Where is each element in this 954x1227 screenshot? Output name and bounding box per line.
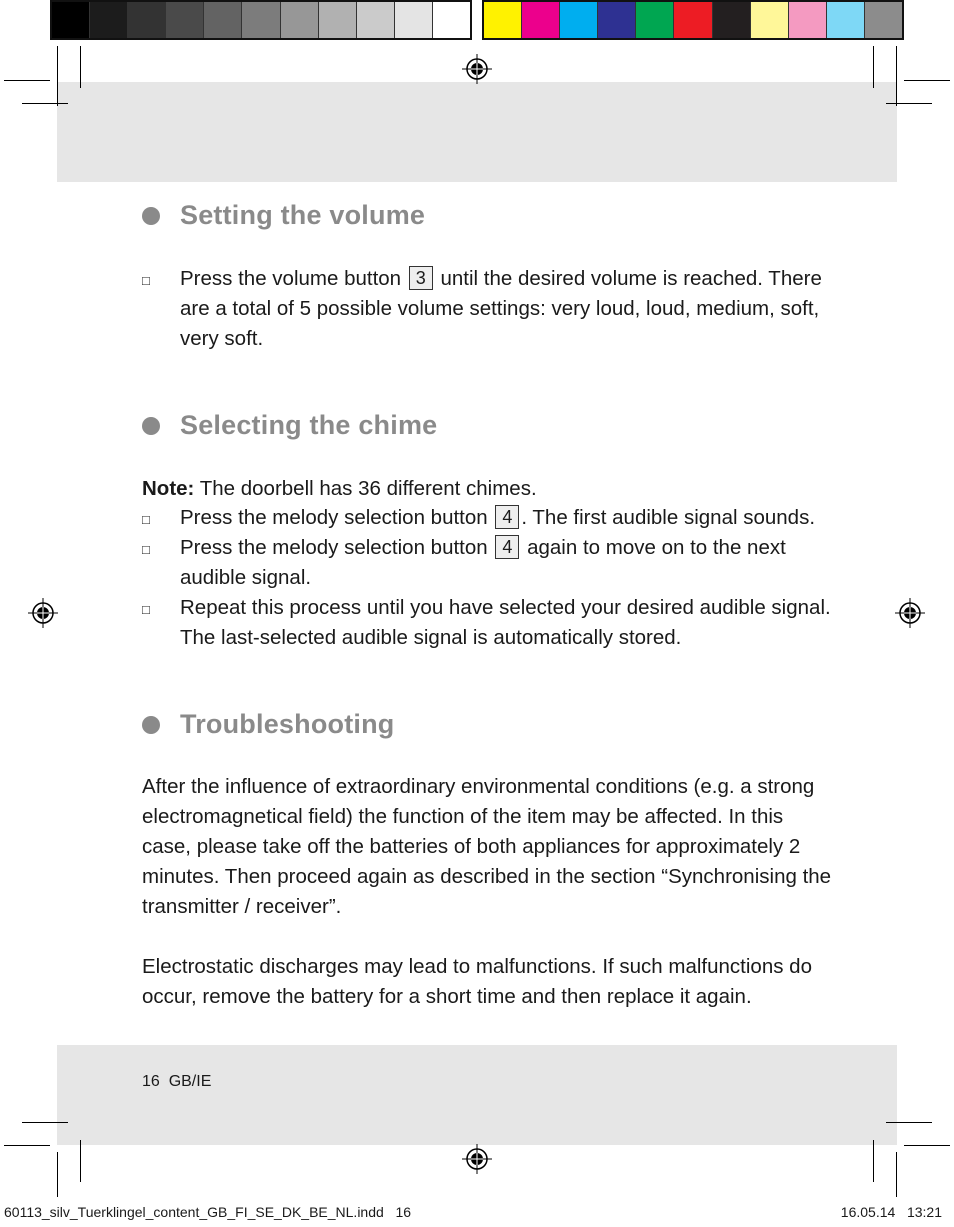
color-swatch <box>395 2 433 38</box>
color-swatch <box>827 2 865 38</box>
heading-troubleshooting <box>142 709 394 740</box>
chime-step-3 <box>142 593 832 653</box>
crop-mark <box>896 46 897 106</box>
crop-mark <box>57 1152 58 1197</box>
step-text-pre: Press the melody selection button <box>180 506 488 529</box>
color-swatch <box>242 2 280 38</box>
color-swatch <box>357 2 395 38</box>
melody-button-ref: 4 <box>495 535 519 559</box>
color-calibration-bar <box>482 0 904 40</box>
troubleshooting-paragraph-2: Electrostatic discharges may lead to malfunctions. If such malfunctions do occur, remove the battery for a short time and then replace it again. <box>142 955 812 1008</box>
color-swatch <box>751 2 789 38</box>
heading-selecting-chime <box>142 410 437 441</box>
color-swatch <box>636 2 674 38</box>
slug-time: 13:21 <box>906 1204 942 1220</box>
heading-bullet <box>142 417 160 435</box>
step-text-pre: Press the melody selection button <box>180 536 488 559</box>
heading-text: Setting the volume <box>180 200 426 230</box>
grayscale-calibration-bar <box>50 0 472 40</box>
crop-mark <box>4 80 50 81</box>
registration-mark-icon <box>462 1144 492 1174</box>
heading-bullet <box>142 207 160 225</box>
color-swatch <box>560 2 598 38</box>
slug-file-page: 16 <box>395 1204 412 1220</box>
heading-text: Selecting the chime <box>180 410 438 440</box>
note-label: Note: <box>142 477 195 500</box>
step-text <box>180 264 832 354</box>
step-text: Repeat this process until you have selected your desired audible signal. The last-selected audible signal is automatically stored. <box>180 596 831 649</box>
print-slug-date <box>841 1204 942 1220</box>
color-swatch <box>128 2 166 38</box>
volume-step-1 <box>142 264 832 354</box>
color-swatch <box>484 2 522 38</box>
slug-file-name: 60113_silv_Tuerklingel_content_GB_FI_SE_DK_BE_NL.indd <box>4 1204 384 1220</box>
crop-mark <box>22 103 68 104</box>
step-text-post: again to move on to the next audible signal. <box>180 536 786 589</box>
troubleshooting-paragraph-1: After the influence of extraordinary environmental conditions (e.g. a strong electromagnetical field) the function of the item may be affected. In this case, please take off the batteries of both appliances for approximately 2 minutes. Then proceed again as described in the section “Synchronising the transmitter / receiver”. <box>142 775 832 918</box>
slug-date: 16.05.14 <box>840 1204 896 1220</box>
melody-button-ref: 4 <box>495 505 519 529</box>
color-swatch <box>319 2 357 38</box>
note-text: The doorbell has 36 different chimes. <box>194 477 537 500</box>
crop-mark <box>22 1122 68 1123</box>
color-swatch <box>166 2 204 38</box>
step-text <box>180 533 832 593</box>
step-text-pre: Press the volume button <box>180 267 402 290</box>
color-swatch <box>433 2 470 38</box>
volume-button-ref: 3 <box>409 266 433 290</box>
bottom-gray-band <box>57 1045 897 1145</box>
step-text-post: . The first audible signal sounds. <box>521 506 816 529</box>
chime-note <box>142 474 832 504</box>
crop-mark <box>886 103 932 104</box>
color-swatch <box>281 2 319 38</box>
chime-step-1 <box>142 503 832 535</box>
step-text-post: until the desired volume is reached. There are a total of 5 possible volume settings: very loud, loud, medium, soft, very soft. <box>180 267 822 350</box>
color-swatch <box>204 2 242 38</box>
heading-setting-volume <box>142 200 425 231</box>
crop-mark <box>57 46 58 106</box>
page-number <box>142 1073 211 1091</box>
color-swatch <box>789 2 827 38</box>
color-swatch <box>52 2 90 38</box>
crop-mark <box>4 1145 50 1146</box>
registration-mark-icon <box>895 598 925 628</box>
step-box-icon: □ <box>142 512 150 527</box>
crop-mark <box>80 46 81 88</box>
print-slug-file <box>4 1204 411 1220</box>
crop-mark <box>80 1140 81 1182</box>
chime-step-2 <box>142 533 832 593</box>
color-swatch <box>90 2 128 38</box>
step-box-icon: □ <box>142 602 150 617</box>
crop-mark <box>904 80 950 81</box>
top-gray-band <box>57 82 897 182</box>
crop-mark <box>896 1152 897 1197</box>
crop-mark <box>873 1140 874 1182</box>
color-swatch <box>674 2 712 38</box>
color-swatch <box>865 2 902 38</box>
registration-mark-icon <box>28 598 58 628</box>
color-swatch <box>598 2 636 38</box>
crop-mark <box>873 46 874 88</box>
registration-mark-icon <box>462 54 492 84</box>
color-swatch <box>522 2 560 38</box>
color-swatch <box>713 2 751 38</box>
page-number-value: 16 <box>142 1073 160 1090</box>
crop-mark <box>886 1122 932 1123</box>
crop-mark <box>904 1145 950 1146</box>
step-box-icon: □ <box>142 273 150 288</box>
page-locale: GB/IE <box>168 1073 212 1090</box>
step-text <box>180 503 832 535</box>
heading-text: Troubleshooting <box>180 709 395 739</box>
heading-bullet <box>142 716 160 734</box>
step-box-icon: □ <box>142 542 150 557</box>
